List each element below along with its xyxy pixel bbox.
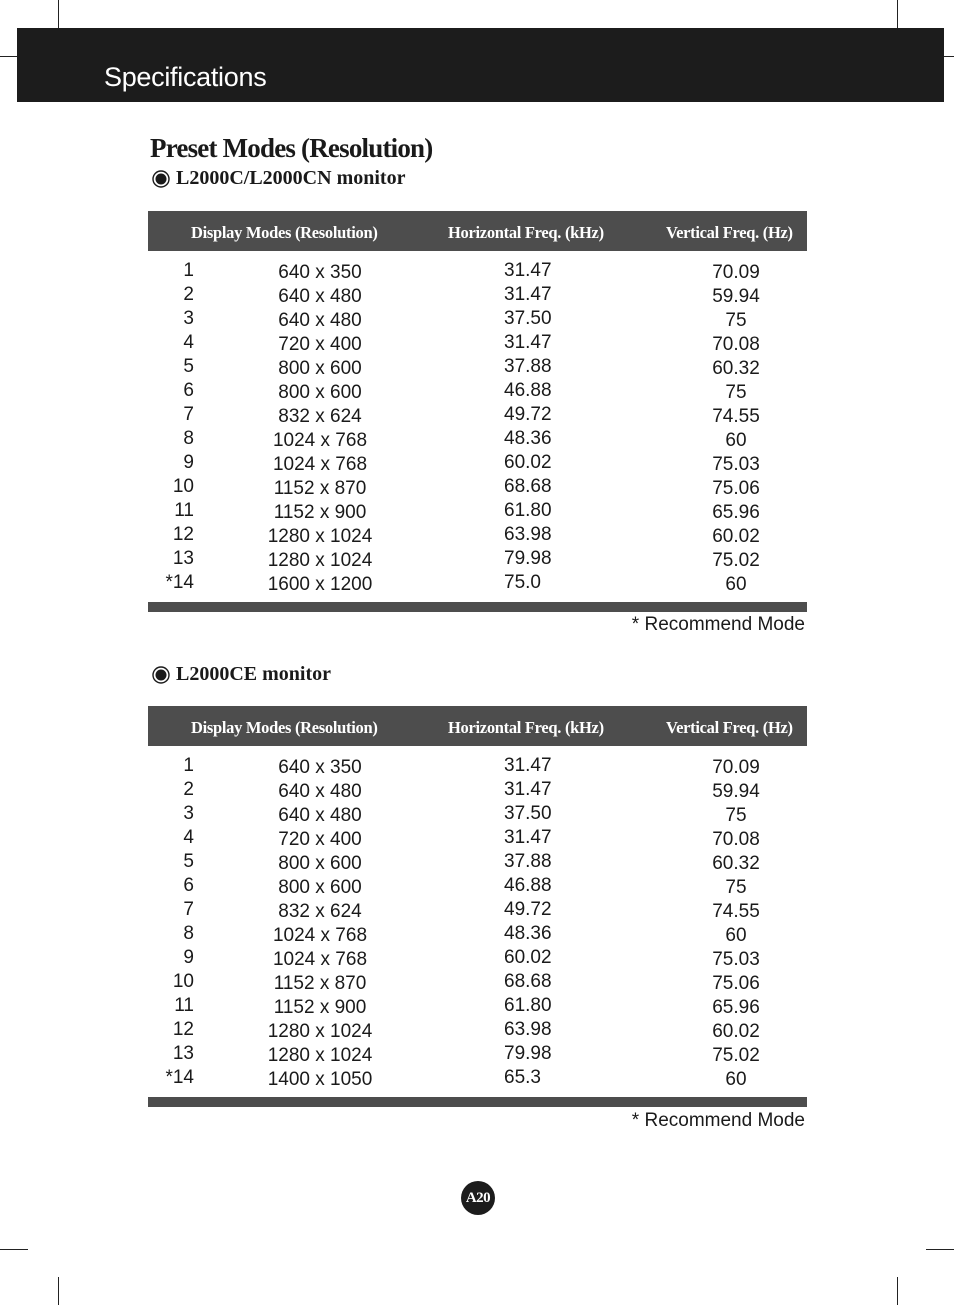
mode-resolution: 1152 x 900 [273,502,367,523]
mode-number: 12 [172,524,194,545]
vertical-frequency: 70.08 [712,829,760,850]
vertical-frequency: 60.02 [712,526,760,547]
monitor-label-text: L2000C/L2000CN monitor [176,167,406,189]
horizontal-frequency: 37.50 [504,803,552,824]
table-row [148,970,807,994]
table-row [148,922,807,946]
horizontal-frequency: 68.68 [504,476,552,497]
mode-resolution: 1152 x 870 [273,973,367,994]
vertical-frequency: 75.06 [712,973,760,994]
mode-number: 7 [183,404,194,425]
column-header-display-modes: Display Modes (Resolution) [191,223,378,242]
table-row [148,946,807,970]
table-row [148,355,807,379]
table-row [148,778,807,802]
table-row [148,523,807,547]
mode-number: 2 [183,779,194,800]
vertical-frequency: 75 [725,877,747,898]
mode-number: 13 [172,1043,194,1064]
column-header-vertical-freq: Vertical Freq. (Hz) [666,223,793,242]
horizontal-frequency: 75.0 [504,572,541,593]
monitor-label-1 [152,167,405,190]
horizontal-frequency: 49.72 [504,899,552,920]
page-header-title: Specifications [104,62,267,92]
table-row [148,379,807,403]
mode-resolution: 640 x 480 [278,781,362,802]
mode-resolution: 832 x 624 [278,406,362,427]
table-row [148,499,807,523]
vertical-frequency: 59.94 [712,781,760,802]
vertical-frequency: 60.02 [712,1021,760,1042]
monitor-label-text: L2000CE monitor [176,663,331,685]
mode-resolution: 1024 x 768 [272,454,368,475]
vertical-frequency: 74.55 [712,406,760,427]
horizontal-frequency: 31.47 [504,284,552,305]
mode-number: 8 [183,428,194,449]
mode-number: *14 [165,572,194,593]
horizontal-frequency: 31.47 [504,779,552,800]
vertical-frequency: 65.96 [712,997,760,1018]
table-row [148,898,807,922]
column-header-vertical-freq: Vertical Freq. (Hz) [666,718,793,737]
vertical-frequency: 60.32 [712,853,760,874]
mode-resolution: 1280 x 1024 [267,1021,373,1042]
table-row [148,403,807,427]
table-body [148,251,807,602]
column-header-horizontal-freq: Horizontal Freq. (kHz) [448,223,604,242]
crop-mark [897,1277,898,1305]
horizontal-frequency: 63.98 [504,524,552,545]
mode-number: 4 [183,332,194,353]
horizontal-frequency: 68.68 [504,971,552,992]
table-row [148,307,807,331]
table-row [148,754,807,778]
column-header-display-modes: Display Modes (Resolution) [191,718,378,737]
mode-resolution: 800 x 600 [278,382,362,403]
mode-number: 11 [174,500,194,521]
horizontal-frequency: 60.02 [504,452,552,473]
mode-resolution: 800 x 600 [278,877,362,898]
vertical-frequency: 60 [725,1069,747,1090]
mode-resolution: 640 x 480 [278,286,362,307]
horizontal-frequency: 37.50 [504,308,552,329]
mode-resolution: 1152 x 870 [273,478,367,499]
horizontal-frequency: 31.47 [504,827,552,848]
table-row [148,331,807,355]
mode-resolution: 1280 x 1024 [267,550,373,571]
table-row [148,427,807,451]
table-header [148,706,807,746]
mode-resolution: 640 x 350 [278,262,362,283]
table-header [148,211,807,251]
crop-mark [58,1277,59,1305]
table-row [148,451,807,475]
mode-number: 2 [183,284,194,305]
table-row [148,850,807,874]
mode-resolution: 1152 x 900 [273,997,367,1018]
horizontal-frequency: 61.80 [504,995,552,1016]
mode-number: 10 [172,971,194,992]
vertical-frequency: 59.94 [712,286,760,307]
horizontal-frequency: 31.47 [504,260,552,281]
table-row [148,994,807,1018]
section-title: Preset Modes (Resolution) [150,133,433,163]
preset-modes-table-2 [148,706,807,1107]
mode-resolution: 640 x 480 [278,805,362,826]
vertical-frequency: 75 [725,382,747,403]
vertical-frequency: 75.06 [712,478,760,499]
page-number-badge: A20 [461,1181,495,1215]
mode-number: 11 [174,995,194,1016]
mode-number: 1 [183,260,194,281]
mode-number: 7 [183,899,194,920]
crop-mark [0,1249,28,1250]
vertical-frequency: 70.09 [712,262,760,283]
horizontal-frequency: 31.47 [504,755,552,776]
table-row [148,475,807,499]
radio-bullet-icon [152,666,170,684]
table-bottom-rule [148,1097,807,1107]
mode-number: 6 [183,875,194,896]
table-row [148,1066,807,1090]
table-row [148,1042,807,1066]
vertical-frequency: 75.03 [712,454,760,475]
vertical-frequency: 60 [725,574,747,595]
mode-number: 13 [172,548,194,569]
table-row [148,874,807,898]
mode-resolution: 800 x 600 [278,853,362,874]
table-row [148,1018,807,1042]
horizontal-frequency: 37.88 [504,851,552,872]
crop-mark [58,0,59,28]
monitor-label-2 [152,663,331,686]
mode-number: 5 [183,356,194,377]
horizontal-frequency: 79.98 [504,548,552,569]
horizontal-frequency: 49.72 [504,404,552,425]
horizontal-frequency: 65.3 [504,1067,541,1088]
mode-resolution: 1600 x 1200 [267,574,373,595]
preset-modes-table-1 [148,211,807,612]
crop-mark [926,1249,954,1250]
horizontal-frequency: 48.36 [504,428,552,449]
mode-resolution: 1280 x 1024 [267,1045,373,1066]
mode-number: 12 [172,1019,194,1040]
mode-number: 4 [183,827,194,848]
vertical-frequency: 60 [725,925,747,946]
mode-resolution: 1024 x 768 [272,925,368,946]
radio-bullet-icon [152,170,170,188]
crop-mark [944,56,954,57]
mode-resolution: 720 x 400 [278,334,362,355]
table-row [148,571,807,595]
table-bottom-rule [148,602,807,612]
mode-resolution: 1400 x 1050 [267,1069,373,1090]
horizontal-frequency: 61.80 [504,500,552,521]
mode-number: 8 [183,923,194,944]
crop-mark [897,0,898,28]
vertical-frequency: 75.02 [712,550,760,571]
vertical-frequency: 60.32 [712,358,760,379]
mode-number: 6 [183,380,194,401]
table-row [148,547,807,571]
mode-number: 9 [183,452,194,473]
table-row [148,283,807,307]
mode-number: 5 [183,851,194,872]
recommend-mode-note-1: * Recommend Mode [631,614,805,635]
mode-resolution: 720 x 400 [278,829,362,850]
vertical-frequency: 70.08 [712,334,760,355]
vertical-frequency: 75.03 [712,949,760,970]
horizontal-frequency: 46.88 [504,380,552,401]
horizontal-frequency: 60.02 [504,947,552,968]
mode-resolution: 1280 x 1024 [267,526,373,547]
table-row [148,826,807,850]
horizontal-frequency: 48.36 [504,923,552,944]
vertical-frequency: 60 [725,430,747,451]
vertical-frequency: 70.09 [712,757,760,778]
table-body [148,746,807,1097]
horizontal-frequency: 79.98 [504,1043,552,1064]
vertical-frequency: 75 [725,310,747,331]
mode-resolution: 832 x 624 [278,901,362,922]
mode-resolution: 1024 x 768 [272,949,368,970]
vertical-frequency: 75 [725,805,747,826]
mode-number: 1 [183,755,194,776]
mode-number: 3 [183,803,194,824]
mode-resolution: 640 x 350 [278,757,362,778]
horizontal-frequency: 46.88 [504,875,552,896]
column-header-horizontal-freq: Horizontal Freq. (kHz) [448,718,604,737]
mode-number: *14 [165,1067,194,1088]
vertical-frequency: 65.96 [712,502,760,523]
crop-mark [0,56,17,57]
mode-resolution: 640 x 480 [278,310,362,331]
vertical-frequency: 74.55 [712,901,760,922]
horizontal-frequency: 37.88 [504,356,552,377]
mode-resolution: 800 x 600 [278,358,362,379]
mode-number: 9 [183,947,194,968]
table-row [148,259,807,283]
horizontal-frequency: 31.47 [504,332,552,353]
horizontal-frequency: 63.98 [504,1019,552,1040]
mode-resolution: 1024 x 768 [272,430,368,451]
mode-number: 3 [183,308,194,329]
table-row [148,802,807,826]
recommend-mode-note-2: * Recommend Mode [631,1110,805,1131]
vertical-frequency: 75.02 [712,1045,760,1066]
mode-number: 10 [172,476,194,497]
